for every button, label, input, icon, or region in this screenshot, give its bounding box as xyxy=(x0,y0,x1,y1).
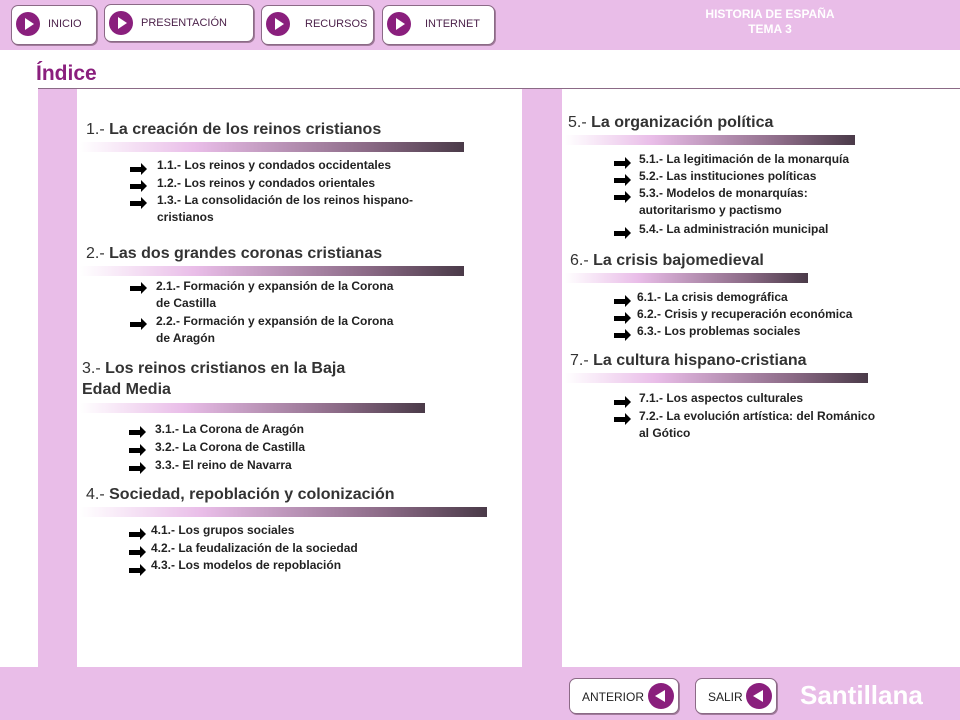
page-title: Índice xyxy=(36,62,97,85)
list-item[interactable]: 4.3.- Los modelos de repoblación xyxy=(151,558,342,572)
arrow-right-icon xyxy=(614,412,632,426)
anterior-label: ANTERIOR xyxy=(582,690,645,704)
list-item[interactable]: 6.2.- Crisis y recuperación económica xyxy=(637,307,853,321)
list-item[interactable]: 4.1.- Los grupos sociales xyxy=(151,523,295,537)
section-title-text: Los reinos cristianos en la Baja xyxy=(105,360,346,377)
section-divider xyxy=(80,142,464,152)
section-number: 4.- xyxy=(86,486,105,503)
list-item[interactable]: 3.2.- La Corona de Castilla xyxy=(155,440,306,454)
section-number: 7.- xyxy=(570,352,589,369)
list-item[interactable]: 2.2.- Formación y expansión de la Corona de Aragón xyxy=(156,314,394,345)
list-item[interactable]: 5.3.- Modelos de monarquías: autoritarismo y pactismo xyxy=(639,186,808,217)
arrow-right-icon xyxy=(614,156,632,170)
section-divider xyxy=(565,273,808,283)
internet-button[interactable] xyxy=(382,5,495,45)
list-item[interactable]: 3.1.- La Corona de Aragón xyxy=(155,422,304,436)
list-item[interactable]: 6.3.- Los problemas sociales xyxy=(637,324,801,338)
arrow-right-icon xyxy=(130,196,148,210)
arrow-right-icon xyxy=(614,173,632,187)
salir-label: SALIR xyxy=(708,690,743,704)
arrow-right-icon xyxy=(614,190,632,204)
section-number: 1.- xyxy=(86,121,105,138)
list-item[interactable]: 7.2.- La evolución artística: del Románico al Gótico xyxy=(639,409,876,440)
presentacion-button[interactable] xyxy=(104,4,254,42)
section-title-text: La crisis bajomedieval xyxy=(593,252,764,269)
list-item[interactable]: 2.1.- Formación y expansión de la Corona de Castilla xyxy=(156,279,394,310)
section-5-title[interactable] xyxy=(568,112,773,133)
back-arrow-icon xyxy=(746,683,772,709)
section-divider xyxy=(565,373,868,383)
list-item[interactable]: 5.4.- La administración municipal xyxy=(639,222,829,236)
arrow-right-icon xyxy=(129,563,147,577)
arrow-right-icon xyxy=(614,226,632,240)
recursos-button[interactable] xyxy=(261,5,374,45)
title-divider xyxy=(38,88,960,89)
anterior-button[interactable] xyxy=(569,678,679,714)
arrow-right-icon xyxy=(129,443,147,457)
section-divider xyxy=(565,135,855,145)
arrow-right-icon xyxy=(614,311,632,325)
arrow-right-icon xyxy=(614,395,632,409)
arrow-right-icon xyxy=(130,317,148,331)
section-divider xyxy=(80,403,425,413)
inicio-button[interactable] xyxy=(11,5,97,45)
list-item[interactable]: 4.2.- La feudalización de la sociedad xyxy=(151,541,358,555)
arrow-right-icon xyxy=(130,179,148,193)
presentacion-label: PRESENTACIÓN xyxy=(141,17,227,29)
back-arrow-icon xyxy=(648,683,674,709)
left-decor-stripe xyxy=(38,89,77,667)
section-title-text: La creación de los reinos cristianos xyxy=(109,121,382,138)
list-item[interactable]: 5.1.- La legitimación de la monarquía xyxy=(639,152,850,166)
inicio-label: INICIO xyxy=(48,18,82,30)
arrow-right-icon xyxy=(130,281,148,295)
play-arrow-icon xyxy=(266,12,290,36)
section-6-title[interactable] xyxy=(570,250,764,271)
section-divider xyxy=(80,266,464,276)
list-item[interactable]: 1.3.- La consolidación de los reinos hispano- cristianos xyxy=(157,193,414,224)
course-title xyxy=(670,7,870,37)
section-4-title[interactable] xyxy=(86,484,395,505)
arrow-right-icon xyxy=(129,527,147,541)
arrow-right-icon xyxy=(614,328,632,342)
internet-label: INTERNET xyxy=(425,18,480,30)
section-title-text: Sociedad, repoblación y colonización xyxy=(109,486,395,503)
middle-decor-stripe xyxy=(522,89,562,667)
salir-button[interactable] xyxy=(695,678,777,714)
section-title-text: La cultura hispano-cristiana xyxy=(593,352,807,369)
list-item[interactable]: 7.1.- Los aspectos culturales xyxy=(639,391,804,405)
list-item[interactable]: 3.3.- El reino de Navarra xyxy=(155,458,292,472)
list-item[interactable]: 1.2.- Los reinos y condados orientales xyxy=(157,176,376,190)
list-item[interactable]: 1.1.- Los reinos y condados occidentales xyxy=(157,158,392,172)
recursos-label: RECURSOS xyxy=(305,18,368,30)
play-arrow-icon xyxy=(109,11,133,35)
section-divider xyxy=(80,507,487,517)
section-title-text: Edad Media xyxy=(82,381,171,398)
section-title-text: Las dos grandes coronas cristianas xyxy=(109,245,383,262)
section-2-title[interactable] xyxy=(86,243,382,264)
arrow-right-icon xyxy=(130,162,148,176)
arrow-right-icon xyxy=(129,461,147,475)
section-number: 6.- xyxy=(570,252,589,269)
arrow-right-icon xyxy=(129,425,147,439)
play-arrow-icon xyxy=(387,12,411,36)
section-number: 3.- xyxy=(82,360,101,377)
arrow-right-icon xyxy=(129,545,147,559)
arrow-right-icon xyxy=(614,294,632,308)
list-item[interactable]: 6.1.- La crisis demográfica xyxy=(637,290,788,304)
section-7-title[interactable] xyxy=(570,350,807,371)
play-arrow-icon xyxy=(16,12,40,36)
section-number: 2.- xyxy=(86,245,105,262)
section-title-text: La organización política xyxy=(591,114,774,131)
brand-logo: Santillana xyxy=(800,680,923,710)
section-1-title[interactable] xyxy=(86,119,381,140)
course-subject: HISTORIA DE ESPAÑA xyxy=(705,7,835,21)
course-unit: TEMA 3 xyxy=(748,22,792,36)
section-3-title[interactable] xyxy=(82,358,345,400)
section-number: 5.- xyxy=(568,114,587,131)
list-item[interactable]: 5.2.- Las instituciones políticas xyxy=(639,169,817,183)
